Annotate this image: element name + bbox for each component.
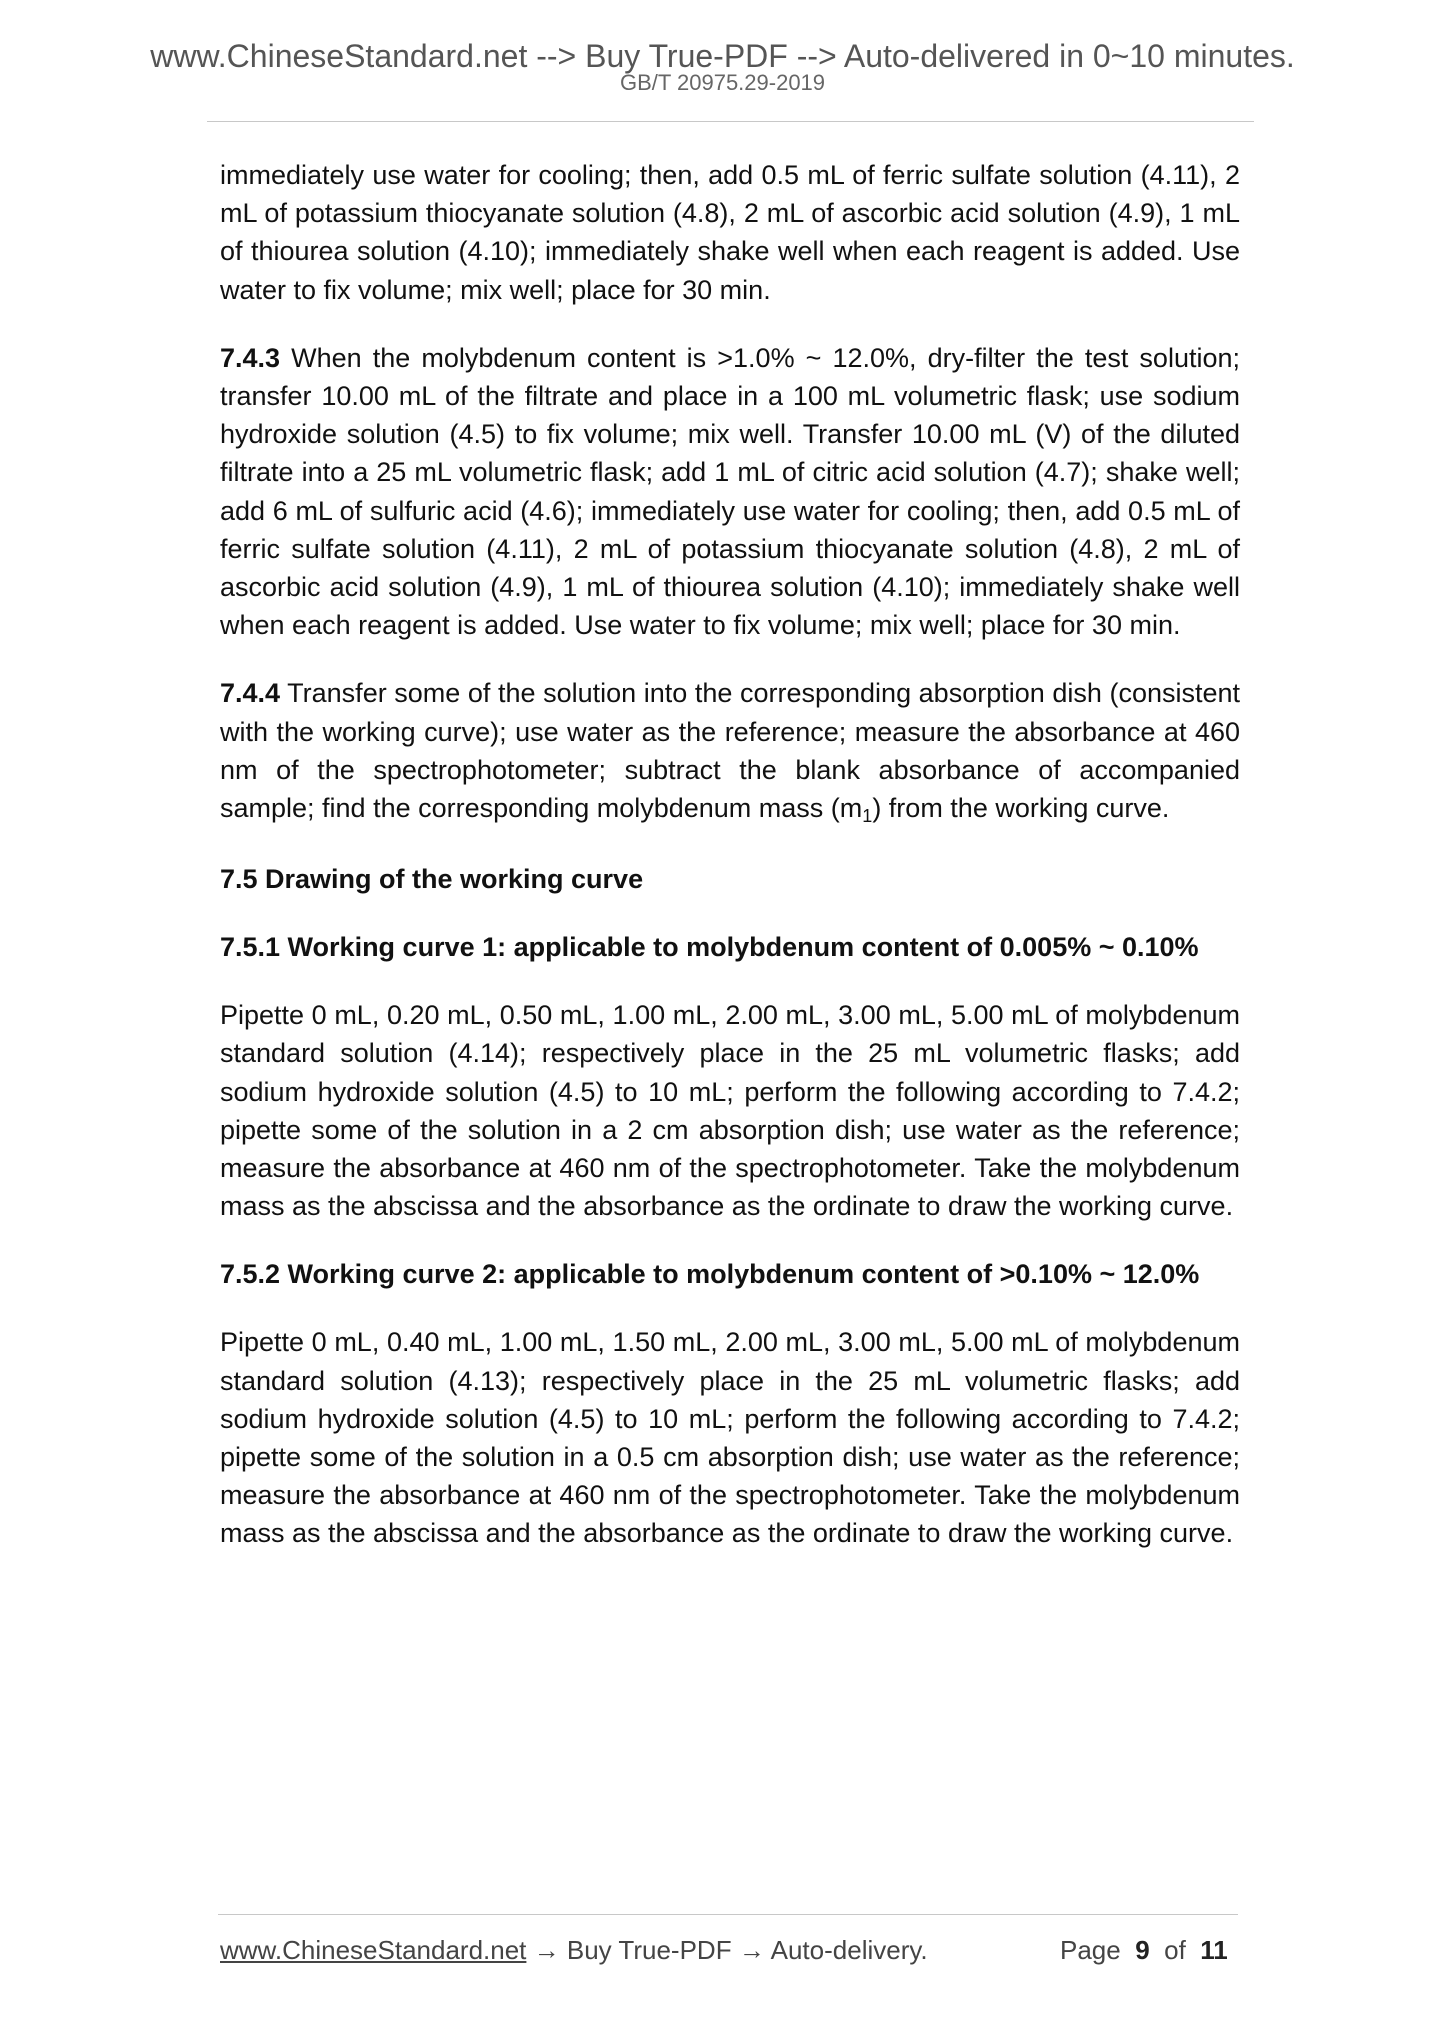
section-heading-7-5-1: 7.5.1 Working curve 1: applicable to molybdenum content of 0.005% ~ 0.10% bbox=[220, 932, 1199, 963]
continued-paragraph: immediately use water for cooling; then, add 0.5 mL of ferric sulfate solution (4.11), 2 mL of potassium thiocyanate solution (4.8), 2 mL of ascorbic acid solution (4.9), 1 mL of thiourea solution (4.10); immediately shake well when each reagent is added. Use water to fix volume; mix well; place for 30 min. bbox=[220, 160, 1240, 305]
clause-7-4-4 bbox=[220, 674, 1240, 830]
site-link[interactable]: www.ChineseStandard.net bbox=[220, 1935, 527, 1965]
clause-text: Transfer some of the solution into the corresponding absorption dish (consistent with the working curve); use water as the reference; measure the absorbance at 460 nm of the spectrophotometer; subtract the blank absorbance of accompanied sample; find the corresponding molybdenum mass (m bbox=[220, 678, 1241, 824]
clause-number: 7.4.3 bbox=[220, 342, 281, 373]
clause-number: 7.4.4 bbox=[220, 678, 281, 709]
site-banner[interactable]: www.ChineseStandard.net --> Buy True-PDF --> Auto-delivered in 0~10 minutes. bbox=[150, 38, 1295, 74]
buy-text: Buy True-PDF bbox=[566, 1935, 732, 1965]
page-current: 9 bbox=[1135, 1935, 1150, 1965]
arrow-icon: → bbox=[738, 1935, 765, 1965]
header-divider bbox=[207, 121, 1254, 122]
section-heading-7-5-2: 7.5.2 Working curve 2: applicable to molybdenum content of >0.10% ~ 12.0% bbox=[220, 1259, 1200, 1290]
clause-text: When the molybdenum content is >1.0% ~ 12.0%, dry-filter the test solution; transfer 10.00 mL of the filtrate and place in a 100 mL volumetric flask; use sodium hydroxide solution (4.5) to fix volume; mix well. Transfer 10.00 mL (V) of the diluted filtrate into a 25 mL volumetric flask; add 1 mL of citric acid solution (4.7); shake well; add 6 mL of sulfuric acid (4.6); immediately use water for cooling; then, add 0.5 mL of ferric sulfate solution (4.11), 2 mL of potassium thiocyanate solution (4.8), 2 mL of ascorbic acid solution (4.9), 1 mL of thiourea solution (4.10); immediately shake well when each reagent is added. Use water to fix volume; mix well; place for 30 min. bbox=[220, 342, 1240, 641]
clause-text-end: ) from the working curve. bbox=[872, 793, 1170, 824]
arrow-icon: → bbox=[533, 1935, 560, 1965]
page-indicator bbox=[1060, 1935, 1228, 1966]
page-content bbox=[220, 156, 1240, 1583]
delivery-text: Auto-delivery. bbox=[770, 1935, 928, 1965]
standard-code: GB/T 20975.29-2019 bbox=[619, 70, 826, 95]
paragraph-7-5-2: Pipette 0 mL, 0.40 mL, 1.00 mL, 1.50 mL, 2.00 mL, 3.00 mL, 5.00 mL of molybdenum standard solution (4.13); respectively place in the 25 mL volumetric flasks; add sodium hydroxide solution (4.5) to 10 mL; perform the following according to 7.4.2; pipette some of the solution in a 0.5 cm absorption dish; use water as the reference; measure the absorbance at 460 nm of the spectrophotometer. Take the molybdenum mass as the abscissa and the absorbance as the ordinate to draw the working curve. bbox=[220, 1327, 1240, 1549]
page-total: 11 bbox=[1200, 1935, 1228, 1965]
clause-7-4-3 bbox=[220, 339, 1240, 645]
footer-links bbox=[220, 1935, 928, 1966]
section-heading-7-5: 7.5 Drawing of the working curve bbox=[220, 864, 644, 895]
footer-divider bbox=[218, 1914, 1238, 1915]
page-label: Page bbox=[1060, 1935, 1121, 1965]
paragraph-7-5-1: Pipette 0 mL, 0.20 mL, 0.50 mL, 1.00 mL, 2.00 mL, 3.00 mL, 5.00 mL of molybdenum standard solution (4.14); respectively place in the 25 mL volumetric flasks; add sodium hydroxide solution (4.5) to 10 mL; perform the following according to 7.4.2; pipette some of the solution in a 2 cm absorption dish; use water as the reference; measure the absorbance at 460 nm of the spectrophotometer. Take the molybdenum mass as the abscissa and the absorbance as the ordinate to draw the working curve. bbox=[220, 1000, 1240, 1222]
subscript: 1 bbox=[862, 806, 873, 827]
page-of: of bbox=[1164, 1935, 1186, 1965]
